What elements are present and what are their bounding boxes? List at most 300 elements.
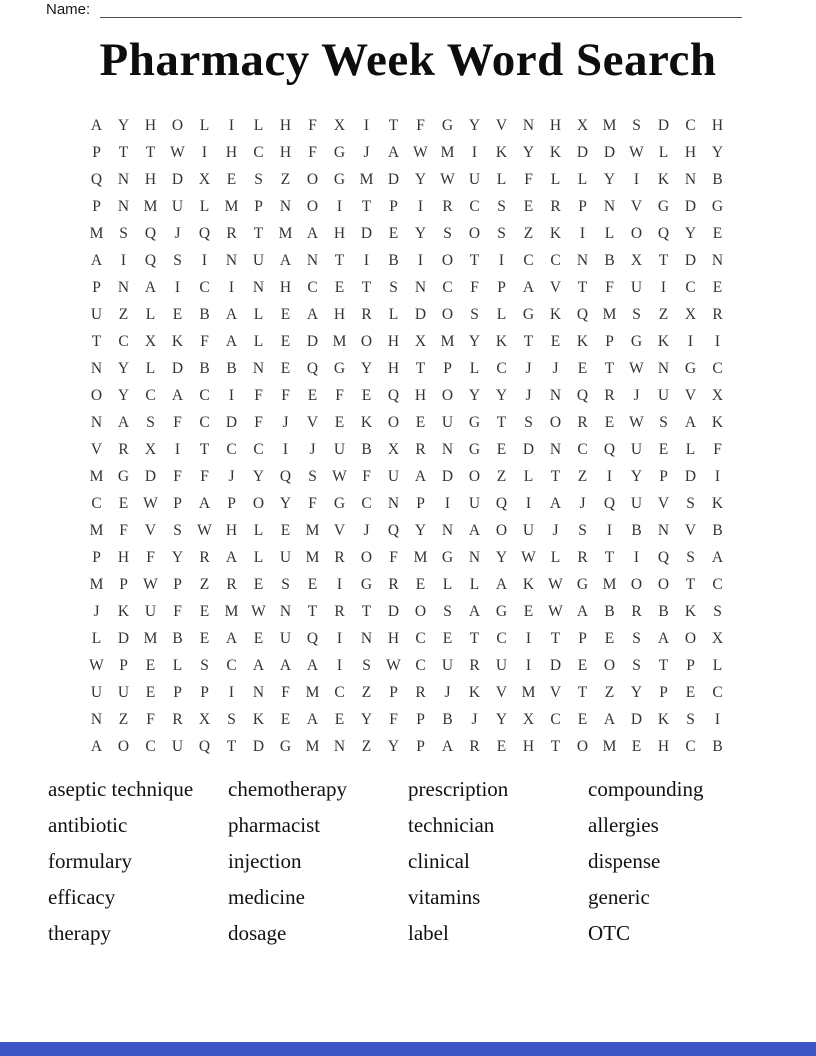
grid-cell: B <box>631 522 642 539</box>
grid-cell: T <box>550 468 561 485</box>
grid-cell: S <box>524 414 533 431</box>
grid-cell: E <box>631 738 642 755</box>
grid-cell: L <box>253 333 264 350</box>
grid-cell: L <box>550 549 561 566</box>
grid-cell: O <box>360 549 373 566</box>
grid-cell: M <box>602 306 617 323</box>
grid-cell: G <box>657 198 670 215</box>
grid-cell: A <box>225 333 238 350</box>
grid-cell: C <box>334 684 345 701</box>
grid-cell: G <box>333 360 346 377</box>
grid-cell: F <box>146 549 155 566</box>
grid-cell: P <box>659 684 668 701</box>
grid-cell: U <box>333 441 346 458</box>
grid-cell: X <box>144 333 157 350</box>
word-list-item: generic <box>588 885 650 909</box>
grid-cell: A <box>225 630 238 647</box>
grid-cell: D <box>441 468 454 485</box>
grid-cell: T <box>361 198 372 215</box>
grid-cell: D <box>387 171 400 188</box>
grid-cell: U <box>468 495 481 512</box>
grid-cell: L <box>199 117 210 134</box>
grid-cell: U <box>171 198 184 215</box>
grid-cell: V <box>144 522 157 539</box>
grid-cell: X <box>711 387 724 404</box>
grid-cell: G <box>441 117 454 134</box>
grid-cell: J <box>444 684 451 701</box>
grid-cell: S <box>632 117 641 134</box>
grid-cell: P <box>416 495 425 512</box>
grid-cell: F <box>308 117 317 134</box>
grid-cell: T <box>577 684 588 701</box>
grid-cell: Z <box>577 468 588 485</box>
grid-cell: I <box>336 657 343 674</box>
grid-cell: E <box>685 684 696 701</box>
grid-cell: C <box>415 630 426 647</box>
grid-row <box>83 247 731 274</box>
grid-cell: H <box>225 522 238 539</box>
grid-cell: I <box>687 333 694 350</box>
grid-cell: C <box>199 387 210 404</box>
grid-cell: N <box>468 549 481 566</box>
grid-cell: N <box>225 252 238 269</box>
grid-cell: X <box>522 711 535 728</box>
grid-cell: P <box>389 684 398 701</box>
grid-cell: A <box>198 495 211 512</box>
word-list-item: technician <box>408 813 495 837</box>
grid-cell: Y <box>387 738 400 755</box>
grid-cell: V <box>630 198 643 215</box>
grid-cell: C <box>496 630 507 647</box>
grid-cell: V <box>495 117 508 134</box>
grid-cell: O <box>684 630 697 647</box>
grid-cell: H <box>657 738 670 755</box>
grid-cell: Y <box>414 225 427 242</box>
grid-cell: E <box>226 171 237 188</box>
grid-cell: T <box>91 333 102 350</box>
grid-cell: L <box>550 171 561 188</box>
grid-cell: Z <box>496 468 507 485</box>
grid-cell: S <box>578 522 587 539</box>
grid-cell: V <box>333 522 346 539</box>
word-list-item: dosage <box>228 921 287 945</box>
grid-cell: G <box>441 549 454 566</box>
grid-cell: N <box>117 171 130 188</box>
grid-cell: I <box>498 252 505 269</box>
grid-cell: P <box>119 657 128 674</box>
grid-cell: W <box>413 144 428 161</box>
grid-cell: N <box>252 684 265 701</box>
grid-cell: G <box>360 576 373 593</box>
grid-cell: A <box>441 738 454 755</box>
grid-cell: O <box>171 117 184 134</box>
grid-cell: T <box>118 144 129 161</box>
grid-cell: S <box>686 549 695 566</box>
grid-cell: E <box>334 414 345 431</box>
grid-cell: S <box>281 576 290 593</box>
grid-cell: U <box>279 549 292 566</box>
grid-cell: Q <box>144 225 157 242</box>
grid-cell: K <box>117 603 130 620</box>
grid-cell: V <box>549 279 562 296</box>
grid-cell: I <box>336 630 343 647</box>
footer-accent-bar <box>0 1042 816 1056</box>
grid-cell: X <box>387 441 400 458</box>
grid-cell: A <box>225 549 238 566</box>
grid-cell: P <box>227 495 236 512</box>
grid-row <box>83 166 731 193</box>
grid-cell: T <box>226 738 237 755</box>
grid-cell: O <box>90 387 103 404</box>
grid-cell: A <box>603 711 616 728</box>
grid-cell: C <box>550 252 561 269</box>
grid-cell: R <box>415 684 426 701</box>
name-row <box>46 0 742 20</box>
page-title: Pharmacy Week Word Search <box>99 34 717 86</box>
grid-cell: T <box>523 333 534 350</box>
grid-cell: B <box>199 306 210 323</box>
grid-cell: U <box>468 171 481 188</box>
grid-row <box>83 301 731 328</box>
grid-cell: H <box>684 144 697 161</box>
grid-cell: C <box>361 495 372 512</box>
grid-cell: Q <box>90 171 103 188</box>
grid-cell: T <box>496 414 507 431</box>
grid-cell: T <box>307 603 318 620</box>
grid-cell: I <box>579 225 586 242</box>
grid-cell: O <box>657 576 670 593</box>
grid-cell: N <box>90 414 103 431</box>
grid-cell: F <box>119 522 128 539</box>
grid-cell: F <box>200 468 209 485</box>
grid-cell: R <box>550 198 561 215</box>
grid-cell: R <box>469 657 480 674</box>
grid-cell: A <box>252 657 265 674</box>
grid-cell: T <box>550 630 561 647</box>
grid-cell: I <box>714 333 721 350</box>
grid-cell: U <box>117 684 130 701</box>
grid-cell: C <box>91 495 102 512</box>
grid-cell: A <box>468 522 481 539</box>
grid-cell: C <box>442 279 453 296</box>
grid-cell: Z <box>523 225 534 242</box>
grid-cell: T <box>469 630 480 647</box>
grid-cell: V <box>306 414 319 431</box>
grid-cell: M <box>143 630 158 647</box>
grid-cell: S <box>389 279 398 296</box>
grid-cell: S <box>470 306 479 323</box>
grid-cell: P <box>92 549 101 566</box>
grid-cell: A <box>549 495 562 512</box>
grid-cell: N <box>90 360 103 377</box>
grid-cell: Y <box>468 333 481 350</box>
grid-cell: K <box>360 414 373 431</box>
grid-cell: A <box>306 306 319 323</box>
grid-cell: B <box>712 171 723 188</box>
grid-cell: E <box>361 387 372 404</box>
grid-cell: L <box>145 360 156 377</box>
grid-cell: K <box>576 333 589 350</box>
grid-cell: Y <box>630 684 643 701</box>
word-list-item: clinical <box>408 849 470 873</box>
grid-cell: L <box>577 171 588 188</box>
grid-cell: U <box>657 387 670 404</box>
grid-cell: P <box>443 360 452 377</box>
grid-cell: I <box>363 252 370 269</box>
grid-cell: Q <box>576 306 589 323</box>
grid-cell: X <box>711 630 724 647</box>
grid-cell: M <box>224 603 239 620</box>
grid-cell: K <box>468 684 481 701</box>
grid-cell: U <box>90 684 103 701</box>
grid-cell: A <box>171 387 184 404</box>
grid-cell: Q <box>198 738 211 755</box>
grid-cell: M <box>602 117 617 134</box>
grid-cell: K <box>495 144 508 161</box>
grid-cell: W <box>629 144 644 161</box>
grid-cell: A <box>306 657 319 674</box>
grid-cell: K <box>522 576 535 593</box>
grid-cell: F <box>173 468 182 485</box>
grid-cell: C <box>145 387 156 404</box>
word-list-item: label <box>408 921 449 945</box>
word-list-item: compounding <box>588 777 704 801</box>
grid-cell: I <box>417 252 424 269</box>
grid-cell: B <box>388 252 399 269</box>
grid-cell: A <box>522 279 535 296</box>
grid-cell: K <box>657 171 670 188</box>
grid-cell: A <box>306 711 319 728</box>
grid-cell: F <box>254 387 263 404</box>
word-search-grid <box>83 112 731 760</box>
grid-cell: Q <box>306 360 319 377</box>
grid-cell: I <box>228 117 235 134</box>
grid-cell: M <box>359 171 374 188</box>
grid-cell: C <box>199 279 210 296</box>
grid-cell: X <box>198 171 211 188</box>
grid-cell: D <box>414 306 427 323</box>
grid-cell: Y <box>414 522 427 539</box>
grid-cell: J <box>525 360 532 377</box>
grid-cell: S <box>362 657 371 674</box>
grid-cell: G <box>279 738 292 755</box>
grid-cell: Z <box>604 684 615 701</box>
word-list-item: prescription <box>408 777 509 801</box>
grid-cell: R <box>334 603 345 620</box>
grid-cell: X <box>576 117 589 134</box>
grid-cell: C <box>712 360 723 377</box>
grid-cell: U <box>630 441 643 458</box>
grid-cell: L <box>442 576 453 593</box>
name-blank-line <box>100 17 742 18</box>
grid-cell: H <box>387 360 400 377</box>
grid-cell: G <box>333 171 346 188</box>
grid-cell: M <box>305 522 320 539</box>
grid-cell: N <box>360 630 373 647</box>
grid-cell: T <box>685 576 696 593</box>
word-list-item: allergies <box>588 813 659 837</box>
grid-cell: B <box>199 360 210 377</box>
grid-cell: E <box>442 630 453 647</box>
grid-cell: Y <box>495 711 508 728</box>
grid-cell: P <box>659 468 668 485</box>
grid-cell: J <box>309 441 316 458</box>
grid-cell: N <box>522 117 535 134</box>
grid-cell: Q <box>495 495 508 512</box>
grid-cell: S <box>713 603 722 620</box>
grid-cell: E <box>523 603 534 620</box>
grid-cell: Y <box>630 468 643 485</box>
grid-cell: L <box>496 171 507 188</box>
grid-cell: T <box>145 144 156 161</box>
grid-cell: C <box>577 441 588 458</box>
grid-cell: H <box>387 333 400 350</box>
grid-cell: F <box>605 279 614 296</box>
grid-cell: D <box>684 252 697 269</box>
grid-cell: H <box>279 117 292 134</box>
grid-cell: U <box>144 603 157 620</box>
grid-cell: I <box>120 252 127 269</box>
grid-cell: Q <box>387 387 400 404</box>
grid-cell: Q <box>198 225 211 242</box>
grid-cell: A <box>414 468 427 485</box>
grid-cell: D <box>360 225 373 242</box>
grid-cell: I <box>336 198 343 215</box>
grid-cell: P <box>578 630 587 647</box>
grid-cell: S <box>227 711 236 728</box>
grid-cell: G <box>522 306 535 323</box>
grid-cell: F <box>308 495 317 512</box>
grid-cell: E <box>496 441 507 458</box>
word-list-item: therapy <box>48 921 111 945</box>
grid-cell: W <box>548 603 563 620</box>
grid-cell: I <box>363 117 370 134</box>
grid-cell: S <box>200 657 209 674</box>
grid-cell: C <box>145 738 156 755</box>
grid-cell: U <box>90 306 103 323</box>
grid-row <box>83 733 731 760</box>
grid-cell: G <box>684 360 697 377</box>
grid-cell: Q <box>306 630 319 647</box>
grid-cell: H <box>117 549 130 566</box>
grid-cell: F <box>200 333 209 350</box>
grid-cell: E <box>577 360 588 377</box>
grid-cell: J <box>93 603 100 620</box>
grid-cell: B <box>658 603 669 620</box>
grid-cell: I <box>417 198 424 215</box>
grid-cell: F <box>335 387 344 404</box>
grid-cell: J <box>552 360 559 377</box>
grid-row <box>83 463 731 490</box>
grid-row <box>83 193 731 220</box>
grid-cell: F <box>362 468 371 485</box>
grid-cell: B <box>712 522 723 539</box>
grid-cell: O <box>414 603 427 620</box>
grid-cell: H <box>333 306 346 323</box>
grid-cell: X <box>630 252 643 269</box>
grid-cell: W <box>521 549 536 566</box>
grid-cell: X <box>684 306 697 323</box>
grid-cell: U <box>630 495 643 512</box>
grid-cell: E <box>118 495 129 512</box>
grid-cell: Y <box>414 171 427 188</box>
grid-cell: G <box>495 603 508 620</box>
grid-cell: M <box>89 468 104 485</box>
grid-cell: H <box>387 630 400 647</box>
grid-cell: N <box>279 603 292 620</box>
grid-cell: O <box>306 171 319 188</box>
grid-cell: P <box>497 279 506 296</box>
grid-cell: I <box>174 279 181 296</box>
grid-cell: V <box>495 684 508 701</box>
grid-cell: M <box>305 738 320 755</box>
grid-cell: H <box>711 117 724 134</box>
grid-cell: W <box>386 657 401 674</box>
grid-cell: D <box>117 630 130 647</box>
grid-cell: S <box>119 225 128 242</box>
grid-cell: O <box>603 657 616 674</box>
grid-cell: M <box>224 198 239 215</box>
grid-cell: W <box>251 603 266 620</box>
grid-cell: E <box>415 576 426 593</box>
grid-cell: Q <box>603 495 616 512</box>
grid-cell: F <box>281 387 290 404</box>
word-list-item: pharmacist <box>228 813 321 837</box>
grid-cell: J <box>228 468 235 485</box>
grid-cell: R <box>442 198 453 215</box>
grid-cell: R <box>577 549 588 566</box>
grid-cell: Q <box>657 225 670 242</box>
grid-cell: D <box>252 738 265 755</box>
grid-cell: L <box>658 144 669 161</box>
grid-cell: S <box>308 468 317 485</box>
grid-row <box>83 355 731 382</box>
grid-cell: I <box>471 144 478 161</box>
grid-cell: L <box>496 306 507 323</box>
grid-cell: Y <box>711 144 724 161</box>
grid-cell: E <box>307 576 318 593</box>
grid-cell: M <box>305 684 320 701</box>
grid-cell: D <box>657 117 670 134</box>
grid-cell: P <box>254 198 263 215</box>
word-list-column <box>48 777 228 957</box>
grid-cell: H <box>333 225 346 242</box>
grid-cell: A <box>576 603 589 620</box>
grid-row <box>83 436 731 463</box>
grid-cell: L <box>199 198 210 215</box>
grid-cell: N <box>657 360 670 377</box>
grid-cell: N <box>549 441 562 458</box>
grid-cell: T <box>334 252 345 269</box>
grid-cell: I <box>525 495 532 512</box>
grid-cell: E <box>415 414 426 431</box>
grid-cell: I <box>633 171 640 188</box>
grid-cell: C <box>685 279 696 296</box>
grid-cell: E <box>280 711 291 728</box>
grid-cell: N <box>711 252 724 269</box>
grid-cell: K <box>549 144 562 161</box>
grid-cell: R <box>415 441 426 458</box>
grid-cell: R <box>334 549 345 566</box>
grid-cell: N <box>90 711 103 728</box>
grid-cell: Q <box>279 468 292 485</box>
grid-cell: E <box>550 333 561 350</box>
grid-cell: P <box>119 576 128 593</box>
grid-cell: O <box>630 576 643 593</box>
grid-cell: T <box>361 603 372 620</box>
grid-cell: N <box>657 522 670 539</box>
grid-cell: P <box>389 198 398 215</box>
